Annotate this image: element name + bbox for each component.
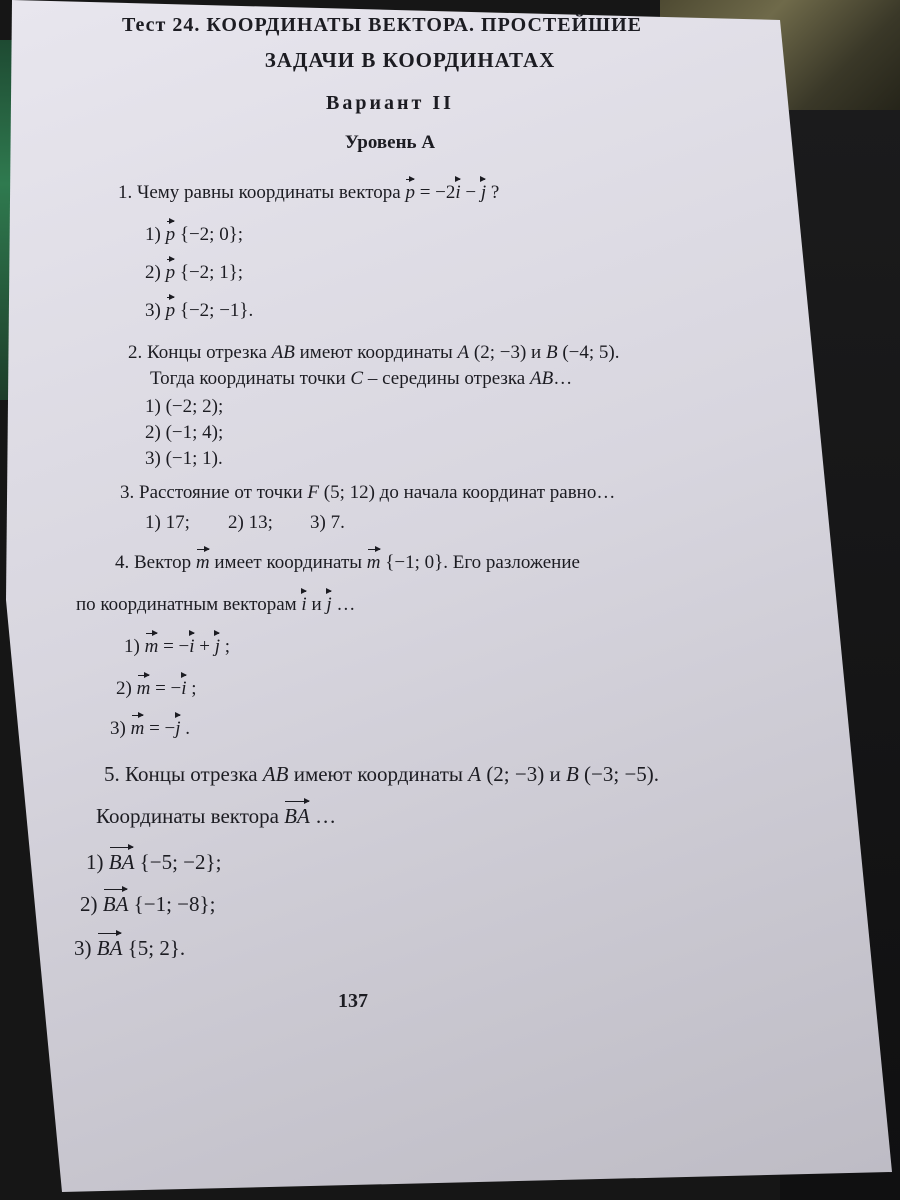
vector-i: i — [181, 674, 186, 700]
vector-ba: BA — [103, 888, 129, 917]
test-title-top: Тест 24. КООРДИНАТЫ ВЕКТОРА. ПРОСТЕЙШИЕ — [121, 14, 643, 36]
vector-p: p — [166, 258, 176, 284]
q1-option-3: 3) p {−2; −1}. — [145, 296, 253, 322]
vector-m: m — [145, 632, 159, 658]
level-heading: Уровень А — [344, 132, 436, 153]
vector-m: m — [367, 548, 381, 574]
question-1: 1. Чему равны координаты вектора p = −2i − j ? — [118, 178, 499, 204]
question-5-line-1: 5. Концы отрезка AB имеют координаты A (2; −3) и B (−3; −5). — [104, 762, 660, 786]
q4-option-2: 2) m = −i ; — [116, 674, 197, 700]
q3-option-1: 1) 17; — [145, 512, 190, 533]
question-5-line-2: Координаты вектора BA … — [96, 800, 336, 829]
q2-option-3: 3) (−1; 1). — [145, 448, 223, 469]
q5-option-3: 3) BA {5; 2}. — [74, 932, 185, 961]
vector-j: j — [326, 590, 331, 616]
vector-i: i — [301, 590, 306, 616]
q1-option-2: 2) p {−2; 1}; — [145, 258, 243, 284]
question-4-line-1: 4. Вектор m имеет координаты m {−1; 0}. Его разложение — [115, 548, 580, 574]
vector-m: m — [137, 674, 151, 700]
page-number: 137 — [338, 990, 368, 1012]
question-4-line-2: по координатным векторам i и j … — [76, 590, 355, 616]
vector-ba: BA — [109, 846, 135, 875]
vector-ba: BA — [97, 932, 123, 961]
q4-option-3: 3) m = −j . — [110, 714, 190, 740]
vector-i: i — [455, 178, 460, 204]
vector-p: p — [166, 296, 176, 322]
vector-i: i — [189, 632, 194, 658]
vector-j: j — [481, 178, 486, 204]
test-title-main: ЗАДАЧИ В КООРДИНАТАХ — [264, 48, 556, 72]
vector-j: j — [215, 632, 220, 658]
q3-option-3: 3) 7. — [310, 512, 345, 533]
q5-option-1: 1) BA {−5; −2}; — [86, 846, 221, 875]
q1-option-1: 1) p {−2; 0}; — [145, 220, 243, 246]
vector-ba: BA — [284, 800, 310, 829]
q5-option-2: 2) BA {−1; −8}; — [80, 888, 215, 917]
q2-option-1: 1) (−2; 2); — [145, 396, 224, 417]
q2-option-2: 2) (−1; 4); — [145, 422, 224, 443]
variant-heading: Вариант II — [326, 92, 454, 114]
question-2-line-2: Тогда координаты точки C – середины отрезка AB… — [150, 368, 573, 389]
vector-m: m — [196, 548, 210, 574]
question-2-line-1: 2. Концы отрезка AB имеют координаты A (2; −3) и B (−4; 5). — [128, 342, 620, 363]
vector-m: m — [131, 714, 145, 740]
q4-option-1: 1) m = −i + j ; — [124, 632, 230, 658]
question-3: 3. Расстояние от точки F (5; 12) до начала координат равно… — [120, 482, 616, 503]
vector-j: j — [175, 714, 180, 740]
vector-p: p — [405, 178, 415, 204]
vector-p: p — [166, 220, 176, 246]
q3-option-2: 2) 13; — [228, 512, 273, 533]
